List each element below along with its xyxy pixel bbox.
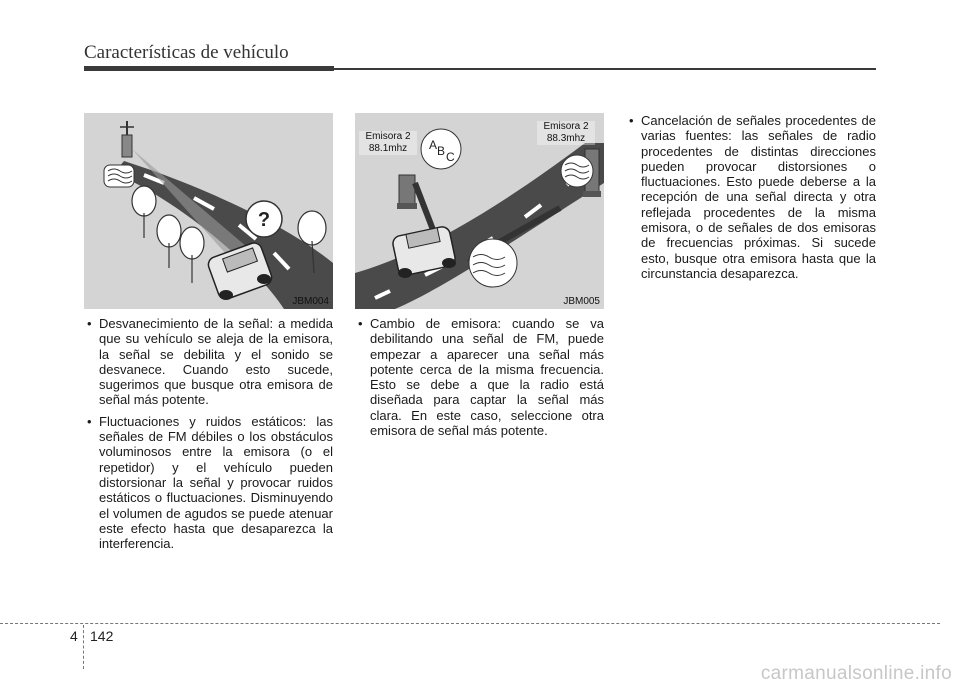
question-bubble-icon [246,201,282,237]
section-number: 4 [70,628,78,644]
figure-signal-fading [84,113,333,309]
station-right-name: Emisora 2 [543,121,589,132]
page-number: 142 [90,628,114,644]
svg-text:?: ? [257,209,271,231]
distorted-signal-icon [469,239,517,287]
signal-waves-icon [104,165,134,187]
svg-text:B: B [437,144,446,158]
station-left-name: Emisora 2 [365,131,411,142]
column-3-text [626,113,876,287]
station-left-freq: 88.1mhz [368,143,408,154]
svg-text:C: C [446,150,455,164]
footer-divider [83,625,84,669]
radio-tower-icon [120,121,134,157]
figure-code: JBM005 [563,296,600,307]
page-title: Características de vehículo [84,42,289,63]
bullet-signal-fading: • Desvanecimiento de la señal: a medida que su vehículo se aleja de la emisora, la señal se debilita y el sonido se desvanece. Cuando esto sucede, sugerimos que busque otra emisora de señal más potente. [84,316,333,408]
column-2-text [355,316,604,444]
signal-waves-icon [561,155,593,187]
watermark: carmanualsonline.info [760,663,952,684]
bullet-station-change: • Cambio de emisora: cuando se va debilitando una señal de FM, puede empezar a aparecer una señal más potente cerca de la misma frecuencia. Esto se debe a que la radio está diseñada para captar la señal más clara. En este caso, seleccione otra emisora de señal más potente. [355,316,604,438]
figure-code: JBM004 [292,296,329,307]
footer-rule [0,623,940,624]
figure-station-change [355,113,604,309]
abc-bubble-icon [421,129,461,169]
header-rule [334,68,876,70]
station-right-freq: 88.3mhz [546,133,586,144]
bullet-static-noise: • Fluctuaciones y ruidos estáticos: las señales de FM débiles o los obstáculos voluminosos entre la emisora (o el repetidor) y el vehículo pueden distorsionar la señal y provocar ruidos estáticos o fluctuaciones. Disminuyendo el volumen de agudos se puede atenuar este efecto hasta que desaparezca la interferencia. [84,414,333,552]
bullet-multipath-cancel: • Cancelación de señales procedentes de varias fuentes: las señales de radio procedentes de distintas direcciones pueden provocar distorsiones o fluctuaciones. Esto puede deberse a la recepción de una señal directa y otra reflejada procedentes de la misma emisora, o de señales de dos emisoras de frecuencias próximas. Si sucede esto, busque otra emisora hasta que la circunstancia desaparezca. [626,113,876,281]
svg-text:A: A [429,138,438,152]
header-bar [84,66,334,71]
column-1-text [84,316,333,557]
radio-tower-icon [397,175,417,209]
station-right-label [537,121,595,145]
station-left-label [359,131,417,155]
signal-fading-illustration [84,113,333,309]
